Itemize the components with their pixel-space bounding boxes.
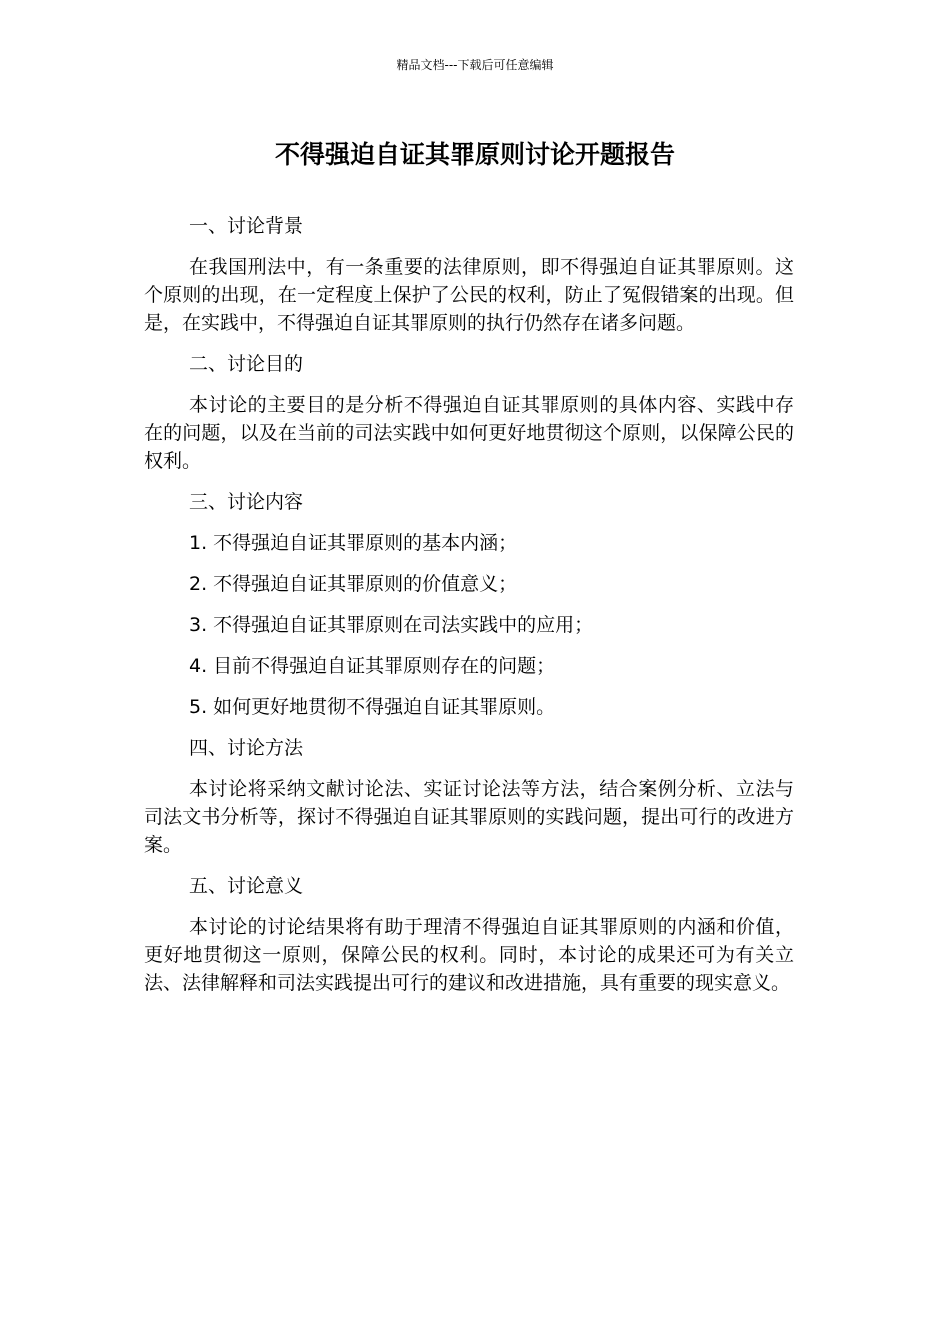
section-heading-purpose: 二、讨论目的: [189, 353, 304, 375]
paragraph-purpose: 本讨论的主要目的是分析不得强迫自证其罪原则的具体内容、实践中存在的问题，以及在当前的司法实践中如何更好地贯彻这个原则，以保障公民的权利。: [144, 394, 794, 472]
paragraph-background: 在我国刑法中，有一条重要的法律原则，即不得强迫自证其罪原则。这个原则的出现，在一定程度上保护了公民的权利，防止了冤假错案的出现。但是，在实践中，不得强迫自证其罪原则的执行仍然存在诸多问题。: [144, 256, 794, 334]
section-heading-background: 一、讨论背景: [189, 215, 304, 237]
list-item: 5. 如何更好地贯彻不得强迫自证其罪原则。: [189, 696, 556, 718]
section-heading-content: 三、讨论内容: [189, 491, 304, 513]
section-heading-significance: 五、讨论意义: [189, 875, 304, 897]
list-item: 4. 目前不得强迫自证其罪原则存在的问题；: [189, 655, 556, 677]
document-title: 不得强迫自证其罪原则讨论开题报告: [274, 140, 675, 169]
document-body: [144, 212, 794, 1010]
paragraph-method: 本讨论将采纳文献讨论法、实证讨论法等方法，结合案例分析、立法与司法文书分析等，探讨不得强迫自证其罪原则的实践问题，提出可行的改进方案。: [144, 778, 794, 856]
list-item: 3. 不得强迫自证其罪原则在司法实践中的应用；: [189, 614, 594, 636]
list-item: 2. 不得强迫自证其罪原则的价值意义；: [189, 573, 518, 595]
page-header-note: 精品文档---下载后可任意编辑: [396, 58, 554, 72]
paragraph-significance: 本讨论的讨论结果将有助于理清不得强迫自证其罪原则的内涵和价值，更好地贯彻这一原则，保障公民的权利。同时，本讨论的成果还可为有关立法、法律解释和司法实践提出可行的建议和改进措施，具有重要的现实意义。: [144, 916, 794, 994]
list-item: 1. 不得强迫自证其罪原则的基本内涵；: [189, 532, 518, 554]
section-heading-method: 四、讨论方法: [189, 737, 304, 759]
